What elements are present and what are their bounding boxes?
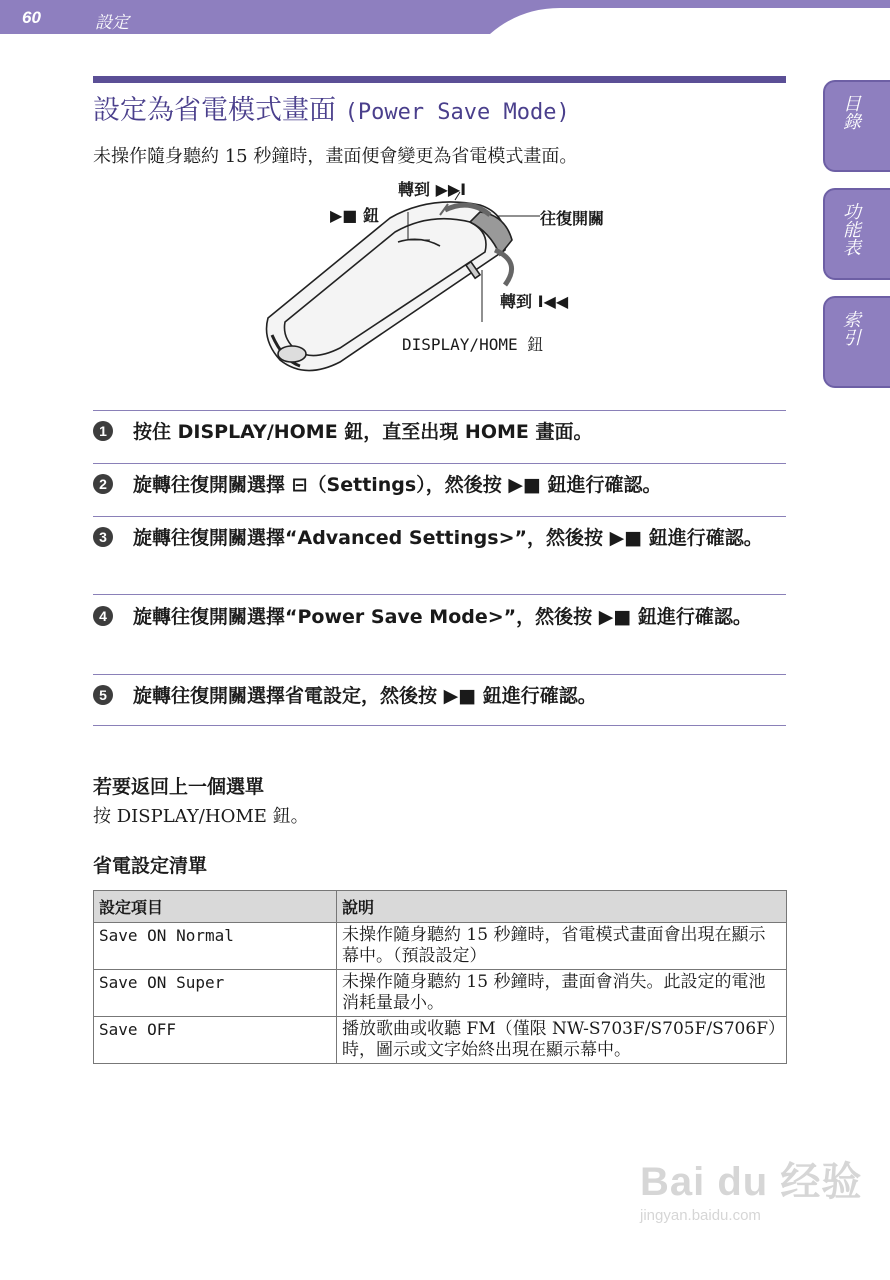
step-divider xyxy=(93,594,786,595)
step-text: 旋轉往復開關選擇“Power Save Mode>”，然後按 ▶■ 鈕進行確認。 xyxy=(133,606,752,628)
step-number: 4 xyxy=(93,606,113,626)
step-divider xyxy=(93,674,786,675)
step-number: 2 xyxy=(93,474,113,494)
title-main: 設定為省電模式畫面 xyxy=(93,95,336,126)
intro-text: 未操作隨身聽約 15 秒鐘時，畫面便會變更為省電模式畫面。 xyxy=(93,146,578,167)
label-next: 轉到 ▶▶I xyxy=(398,180,467,199)
label-play-button: ▶■ 鈕 xyxy=(330,206,379,225)
step-number: 3 xyxy=(93,527,113,547)
table-cell: Save OFF xyxy=(94,1017,337,1064)
back-heading: 若要返回上一個選單 xyxy=(93,776,265,798)
table-cell: 播放歌曲或收聽 FM（僅限 NW-S703F/S705F/S706F）時，圖示或文字始終出現在顯示幕中。 xyxy=(337,1017,787,1064)
table-cell: Save ON Super xyxy=(94,970,337,1017)
step-divider xyxy=(93,725,786,726)
table-row xyxy=(94,923,787,970)
page-number: 60 xyxy=(22,8,41,27)
label-prev: 轉到 I◀◀ xyxy=(500,292,569,311)
table-header: 說明 xyxy=(337,891,787,923)
table-cell: 未操作隨身聽約 15 秒鐘時，省電模式畫面會出現在顯示幕中。（預設設定） xyxy=(337,923,787,970)
step-text: 旋轉往復開關選擇省電設定，然後按 ▶■ 鈕進行確認。 xyxy=(133,685,597,707)
tab-menu[interactable]: 功能表 xyxy=(823,188,890,280)
watermark-brand: Bai du 经验 xyxy=(640,1160,863,1204)
table-cell: Save ON Normal xyxy=(94,923,337,970)
step-text: 旋轉往復開關選擇 ⊟（Settings），然後按 ▶■ 鈕進行確認。 xyxy=(133,474,662,496)
table-row xyxy=(94,1017,787,1064)
step-text: 按住 DISPLAY/HOME 鈕，直至出現 HOME 畫面。 xyxy=(133,421,593,443)
table-cell: 未操作隨身聽約 15 秒鐘時，畫面會消失。此設定的電池消耗量最小。 xyxy=(337,970,787,1017)
step-divider xyxy=(93,463,786,464)
label-display-home: DISPLAY/HOME 鈕 xyxy=(402,335,544,354)
list-heading: 省電設定清單 xyxy=(93,855,208,877)
watermark xyxy=(640,1150,862,1224)
table-header: 設定項目 xyxy=(94,891,337,923)
step-text: 旋轉往復開關選擇“Advanced Settings>”，然後按 ▶■ 鈕進行確認。 xyxy=(133,527,763,549)
step-divider xyxy=(93,410,786,411)
tab-index[interactable]: 索引 xyxy=(823,296,890,388)
settings-table xyxy=(93,890,787,1064)
step-number: 5 xyxy=(93,685,113,705)
step-number: 1 xyxy=(93,421,113,441)
watermark-url: jingyan.baidu.com xyxy=(640,1207,761,1224)
table-row xyxy=(94,970,787,1017)
back-text: 按 DISPLAY/HOME 鈕。 xyxy=(93,806,309,827)
tab-contents[interactable]: 目錄 xyxy=(823,80,890,172)
step-divider xyxy=(93,516,786,517)
title-english: (Power Save Mode) xyxy=(344,100,570,125)
section-name: 設定 xyxy=(95,13,129,33)
table-header-row xyxy=(94,891,787,923)
label-shuttle-switch: 往復開關 xyxy=(540,209,605,228)
